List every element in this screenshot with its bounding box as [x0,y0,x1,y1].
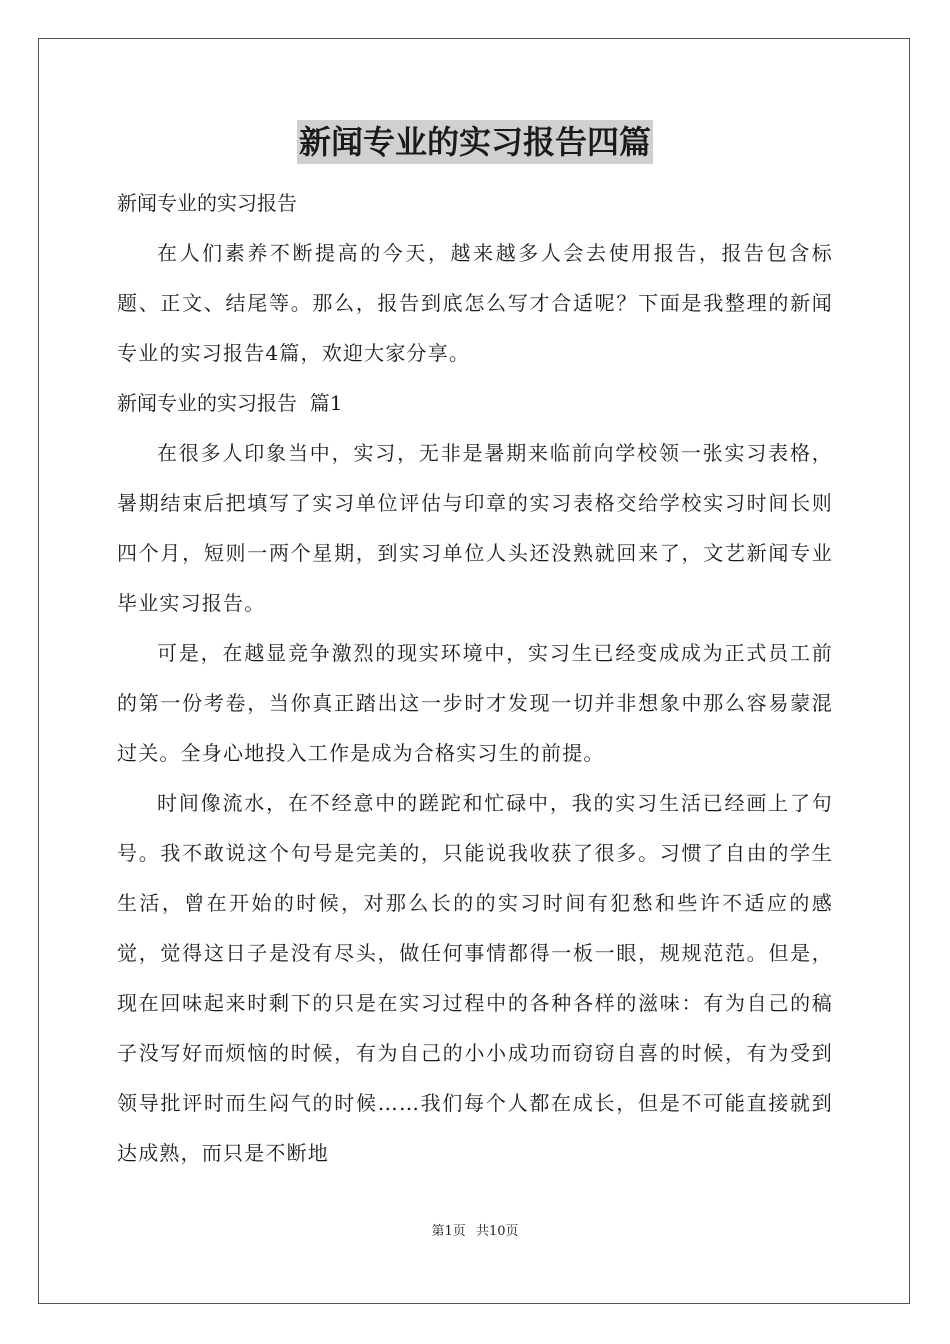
body-paragraph-2: 可是，在越显竞争激烈的现实环境中，实习生已经变成成为正式员工前的第一份考卷，当你真正踏出这一步时才发现一切并非想象中那么容易蒙混过关。全身心地投入工作是成为合格实习生的前提。 [117,641,833,765]
page-total: 共10页 [475,1224,519,1239]
page-number: 第1页 [431,1224,466,1239]
section-heading: 新闻专业的实习报告 篇1 [117,391,343,415]
document-body [117,120,833,1178]
page-footer [0,1220,950,1239]
document-title: 新闻专业的实习报告四篇 [297,120,653,164]
title-wrap [117,120,833,172]
intro-heading: 新闻专业的实习报告 [117,191,297,215]
intro-paragraph: 在人们素养不断提高的今天，越来越多人会去使用报告，报告包含标题、正文、结尾等。那么，报告到底怎么写才合适呢？下面是我整理的新闻专业的实习报告4篇，欢迎大家分享。 [117,241,833,365]
body-paragraph-1: 在很多人印象当中，实习，无非是暑期来临前向学校领一张实习表格，暑期结束后把填写了实习单位评估与印章的实习表格交给学校实习时间长则四个月，短则一两个星期，到实习单位人头还没熟就回来了，文艺新闻专业毕业实习报告。 [117,441,833,615]
body-paragraph-3: 时间像流水，在不经意中的蹉跎和忙碌中，我的实习生活已经画上了句号。我不敢说这个句号是完美的，只能说我收获了很多。习惯了自由的学生生活，曾在开始的时候，对那么长的的实习时间有犯愁和些许不适应的感觉，觉得这日子是没有尽头，做任何事情都得一板一眼，规规范范。但是，现在回味起来时剩下的只是在实习过程中的各种各样的滋味：有为自己的稿子没写好而烦恼的时候，有为自己的小小成功而窃窃自喜的时候，有为受到领导批评时而生闷气的时候……我们每个人都在成长，但是不可能直接就到达成熟，而只是不断地 [117,791,833,1165]
